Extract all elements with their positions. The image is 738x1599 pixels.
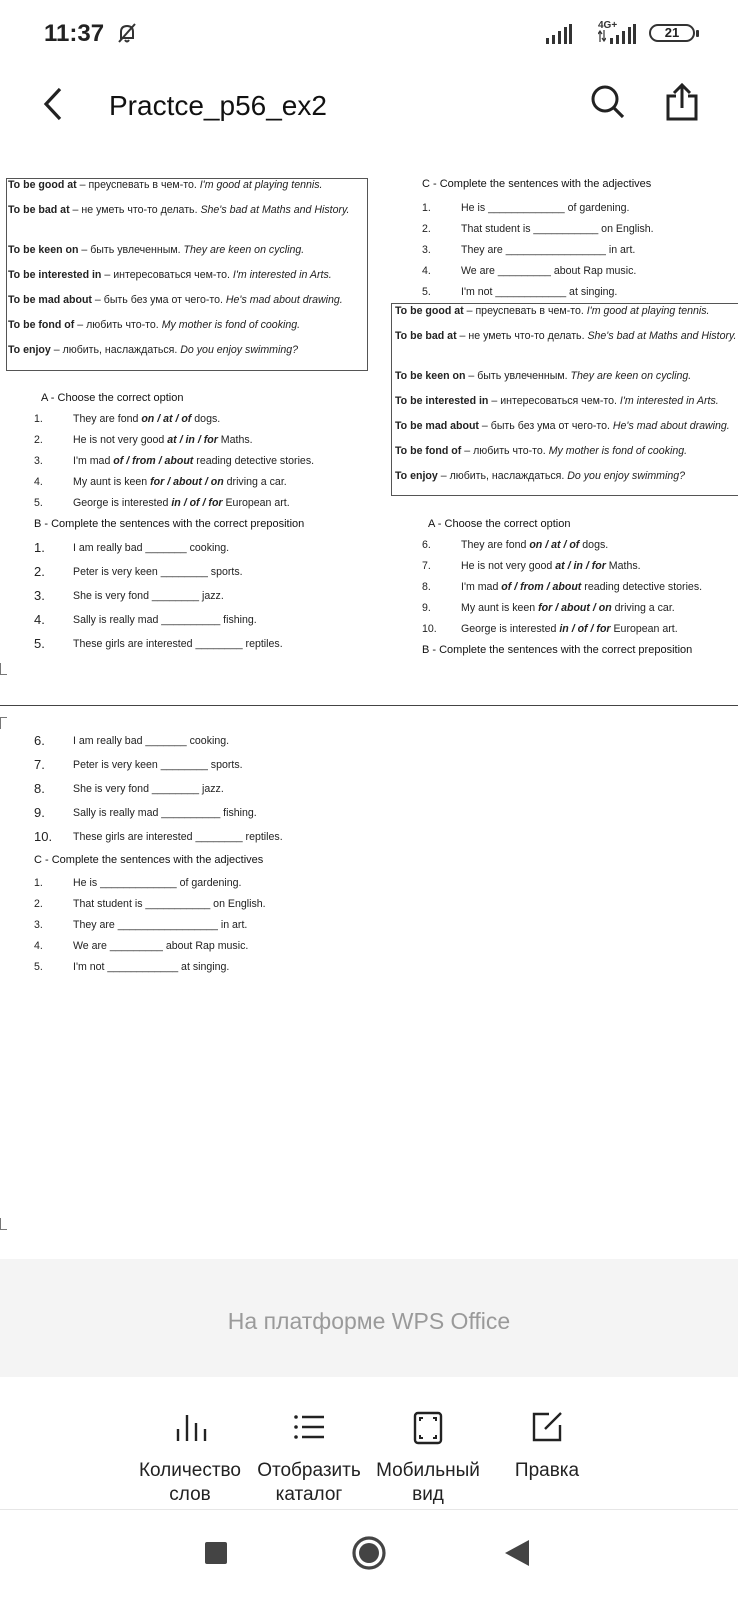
item-options[interactable]: for / about / on <box>538 602 612 614</box>
section-c-title-right: C - Complete the sentences with the adjectives <box>422 178 652 190</box>
vocab-dash: – <box>461 445 474 457</box>
item-pre: George is interested <box>73 497 172 509</box>
item-options[interactable]: for / about / on <box>150 476 224 488</box>
item-pre: They are fond <box>73 413 142 425</box>
item-text: I am really bad _______ cooking. <box>73 542 230 554</box>
item-post: dogs. <box>579 539 609 551</box>
item-pre: My aunt is keen <box>461 602 539 614</box>
item-number: 7. <box>34 757 45 772</box>
wps-platform-label: На платформе WPS Office <box>227 1308 511 1334</box>
item-number: 2. <box>34 434 43 446</box>
section-b-title-left: B - Complete the sentences with the correct preposition <box>34 518 305 530</box>
item-number: 3. <box>422 244 431 256</box>
item-text: I'm not ____________ at singing. <box>73 961 230 973</box>
vocab-example: They are keen on cycling. <box>570 370 692 382</box>
vocab-term: To be bad at <box>8 204 70 216</box>
item-post: reading detective stories. <box>193 455 315 467</box>
item-number: 6. <box>422 539 431 551</box>
system-nav-bar <box>0 1509 738 1599</box>
vocab-dash: – <box>50 344 63 356</box>
item-options[interactable]: of / from / about <box>501 581 582 593</box>
vocab-term: To enjoy <box>395 470 438 482</box>
item-text: I'm not ____________ at singing. <box>461 286 618 298</box>
item-post: driving a car. <box>223 476 287 488</box>
item-post: reading detective stories. <box>581 581 703 593</box>
item-number: 5. <box>34 636 45 651</box>
back-arrow-icon[interactable] <box>40 86 66 122</box>
item-number: 3. <box>34 455 43 467</box>
item-number: 6. <box>34 733 45 748</box>
mobile-view-label-1: Мобильный <box>376 1460 480 1481</box>
item-number: 3. <box>34 588 45 603</box>
status-time: 11:37 <box>44 20 105 47</box>
signal-icon <box>546 24 572 44</box>
item-post: dogs. <box>191 413 221 425</box>
vocab-dash: – <box>488 395 501 407</box>
vocab-translation: любить что-то. <box>86 319 162 331</box>
item-number: 5. <box>34 497 43 509</box>
vocab-entry <box>395 395 738 408</box>
item-number: 5. <box>34 961 43 973</box>
vocab-term: To be keen on <box>8 244 79 256</box>
mobile-view-icon <box>413 1411 443 1445</box>
item-number: 4. <box>34 940 43 952</box>
share-icon[interactable] <box>665 82 699 122</box>
vocab-translation: любить что-то. <box>473 445 549 457</box>
item-pre: They are fond <box>461 539 530 551</box>
item-pre: My aunt is keen <box>73 476 151 488</box>
signal-icon-2 <box>610 24 636 44</box>
vocab-term: To be keen on <box>395 370 466 382</box>
vocab-example: I'm good at playing tennis. <box>199 179 323 191</box>
item-text: She is very fond ________ jazz. <box>73 783 224 795</box>
vocab-term: To be interested in <box>8 269 102 281</box>
vocab-translation: быть без ума от чего-то. <box>490 420 613 432</box>
word-count-label-1: Количество <box>138 1460 242 1481</box>
vocab-dash: – <box>463 305 476 317</box>
item-number: 2. <box>34 898 43 910</box>
vocab-dash: – <box>91 294 104 306</box>
item-options[interactable]: of / from / about <box>113 455 194 467</box>
vocab-term: To be mad about <box>395 420 479 432</box>
item-number: 1. <box>34 877 43 889</box>
item-text: Sally is really mad __________ fishing. <box>73 807 257 819</box>
item-text: I am really bad _______ cooking. <box>73 735 230 747</box>
vocab-term: To be good at <box>8 179 77 191</box>
item-options[interactable]: on / at / of <box>529 539 580 551</box>
item-text <box>461 581 702 593</box>
item-number: 9. <box>34 805 45 820</box>
vocab-dash: – <box>478 420 491 432</box>
document-title: Practce_p56_ex2 <box>109 90 327 121</box>
item-pre: He is not very good <box>73 434 168 446</box>
item-number: 8. <box>422 581 431 593</box>
item-text <box>73 413 220 425</box>
vocab-entry <box>8 344 356 357</box>
item-number: 4. <box>34 612 45 627</box>
data-arrows-icon <box>598 30 606 42</box>
mobile-view-label-2: вид <box>412 1484 444 1505</box>
section-b-title-right: B - Complete the sentences with the correct preposition <box>422 644 693 656</box>
item-text: We are _________ about Rap music. <box>461 265 637 277</box>
vocab-example: I'm interested in Arts. <box>619 395 719 407</box>
vocab-term: To enjoy <box>8 344 51 356</box>
section-a-title-right: A - Choose the correct option <box>428 518 571 530</box>
vocab-entry <box>395 305 738 318</box>
vocab-entry <box>8 294 356 307</box>
item-post: European art. <box>610 623 678 635</box>
vocab-example: Do you enjoy swimming? <box>567 470 686 482</box>
search-icon[interactable] <box>590 84 626 120</box>
vocab-dash: – <box>78 244 91 256</box>
vocab-dash: – <box>74 319 87 331</box>
item-text: That student is ___________ on English. <box>73 898 266 910</box>
vocab-translation: интересоваться чем-то. <box>113 269 233 281</box>
bell-off-icon <box>116 22 138 44</box>
vocab-example: My mother is fond of cooking. <box>161 319 301 331</box>
vocab-entry <box>395 445 738 458</box>
vocab-translation: преуспевать в чем-то. <box>88 179 200 191</box>
vocab-translation: быть увлеченным. <box>477 370 571 382</box>
item-text: These girls are interested ________ reptiles. <box>73 831 283 843</box>
item-text <box>73 434 253 446</box>
vocab-term: To be good at <box>395 305 464 317</box>
item-number: 1. <box>422 202 431 214</box>
item-pre: George is interested <box>461 623 560 635</box>
page-break <box>0 705 738 706</box>
section-c-title-lower: C - Complete the sentences with the adjectives <box>34 854 264 866</box>
item-options[interactable]: at / in / for <box>555 560 606 572</box>
item-number: 5. <box>422 286 431 298</box>
back-nav-icon[interactable] <box>505 1540 529 1566</box>
item-options[interactable]: in / of / for <box>559 623 611 635</box>
item-pre: I'm mad <box>73 455 114 467</box>
item-number: 2. <box>34 564 45 579</box>
item-number: 3. <box>34 919 43 931</box>
item-text <box>73 497 290 509</box>
vocab-dash: – <box>437 470 450 482</box>
item-options[interactable]: in / of / for <box>171 497 223 509</box>
item-text: He is _____________ of gardening. <box>461 202 630 214</box>
vocab-entry <box>395 470 738 483</box>
edit-icon <box>531 1411 563 1443</box>
vocab-translation: не уметь что-то делать. <box>468 330 588 342</box>
vocab-example: She's bad at Maths and History. <box>200 204 350 216</box>
item-number: 8. <box>34 781 45 796</box>
catalog-label-1: Отобразить <box>257 1460 361 1481</box>
vocab-translation: быть без ума от чего-то. <box>103 294 226 306</box>
item-number: 10. <box>422 623 437 635</box>
vocab-translation: любить, наслаждаться. <box>62 344 181 356</box>
item-number: 2. <box>422 223 431 235</box>
item-text: She is very fond ________ jazz. <box>73 590 224 602</box>
vocab-term: To be fond of <box>395 445 462 457</box>
vocab-entry <box>395 330 738 343</box>
vocab-translation: интересоваться чем-то. <box>500 395 620 407</box>
vocab-translation: преуспевать в чем-то. <box>475 305 587 317</box>
item-number: 4. <box>34 476 43 488</box>
vocab-dash: – <box>101 269 114 281</box>
home-icon[interactable] <box>351 1535 387 1571</box>
item-text: Peter is very keen ________ sports. <box>73 759 243 771</box>
item-options[interactable]: at / in / for <box>167 434 218 446</box>
wps-banner <box>0 1259 738 1377</box>
vocab-dash: – <box>465 370 478 382</box>
item-text <box>73 455 314 467</box>
bar-chart-icon <box>175 1411 207 1443</box>
item-text: We are _________ about Rap music. <box>73 940 249 952</box>
page-corner-mark <box>0 1218 7 1230</box>
item-text <box>461 539 608 551</box>
vocab-example: He's mad about drawing. <box>612 420 730 432</box>
edit-label: Правка <box>514 1460 580 1481</box>
item-text <box>73 476 287 488</box>
item-number: 10. <box>34 829 53 844</box>
item-text: They are _________________ in art. <box>73 919 248 931</box>
vocab-example: Do you enjoy swimming? <box>180 344 299 356</box>
catalog-label-2: каталог <box>275 1484 343 1505</box>
vocab-term: To be fond of <box>8 319 75 331</box>
vocab-example: He's mad about drawing. <box>225 294 343 306</box>
item-number: 4. <box>422 265 431 277</box>
item-text <box>461 560 641 572</box>
vocab-term: To be mad about <box>8 294 92 306</box>
vocab-example: She's bad at Maths and History. <box>587 330 737 342</box>
vocab-dash: – <box>76 179 89 191</box>
vocab-dash: – <box>456 330 469 342</box>
item-post: driving a car. <box>611 602 675 614</box>
item-text: They are _________________ in art. <box>461 244 636 256</box>
section-a-title-left: A - Choose the correct option <box>41 392 184 404</box>
bottom-toolbar <box>0 1377 738 1509</box>
item-text: That student is ___________ on English. <box>461 223 654 235</box>
item-number: 7. <box>422 560 431 572</box>
recents-icon[interactable] <box>205 1542 227 1564</box>
vocab-entry <box>8 269 356 282</box>
item-text: Sally is really mad __________ fishing. <box>73 614 257 626</box>
item-pre: I'm mad <box>461 581 502 593</box>
vocab-term: To be bad at <box>395 330 457 342</box>
vocab-term: To be interested in <box>395 395 489 407</box>
vocab-entry <box>395 370 738 383</box>
battery-icon: 21 <box>649 24 695 42</box>
item-number: 1. <box>34 413 43 425</box>
vocab-entry <box>8 179 356 192</box>
item-post: Maths. <box>605 560 641 572</box>
vocab-translation: не уметь что-то делать. <box>81 204 201 216</box>
item-post: Maths. <box>217 434 253 446</box>
vocab-entry <box>8 244 356 257</box>
vocab-example: I'm interested in Arts. <box>232 269 332 281</box>
item-number: 9. <box>422 602 431 614</box>
vocab-example: My mother is fond of cooking. <box>548 445 688 457</box>
vocab-translation: быть увлеченным. <box>90 244 184 256</box>
vocab-dash: – <box>69 204 82 216</box>
page-corner-mark <box>0 717 7 729</box>
vocab-entry <box>8 319 356 332</box>
vocab-entry <box>395 420 738 433</box>
item-text <box>461 602 675 614</box>
item-number: 1. <box>34 540 45 555</box>
item-post: European art. <box>222 497 290 509</box>
network-type: 4G+ <box>598 20 618 31</box>
vocab-translation: любить, наслаждаться. <box>449 470 568 482</box>
page-corner-mark <box>0 663 7 675</box>
vocab-example: I'm good at playing tennis. <box>586 305 710 317</box>
item-options[interactable]: on / at / of <box>141 413 192 425</box>
vocab-example: They are keen on cycling. <box>183 244 305 256</box>
status-bar <box>0 0 738 60</box>
item-text: Peter is very keen ________ sports. <box>73 566 243 578</box>
vocab-entry <box>8 204 356 217</box>
item-text: These girls are interested ________ reptiles. <box>73 638 283 650</box>
item-text <box>461 623 678 635</box>
app-bar <box>0 62 738 148</box>
item-text: He is _____________ of gardening. <box>73 877 242 889</box>
list-icon <box>293 1411 325 1443</box>
word-count-label-2: слов <box>169 1484 211 1505</box>
item-pre: He is not very good <box>461 560 556 572</box>
